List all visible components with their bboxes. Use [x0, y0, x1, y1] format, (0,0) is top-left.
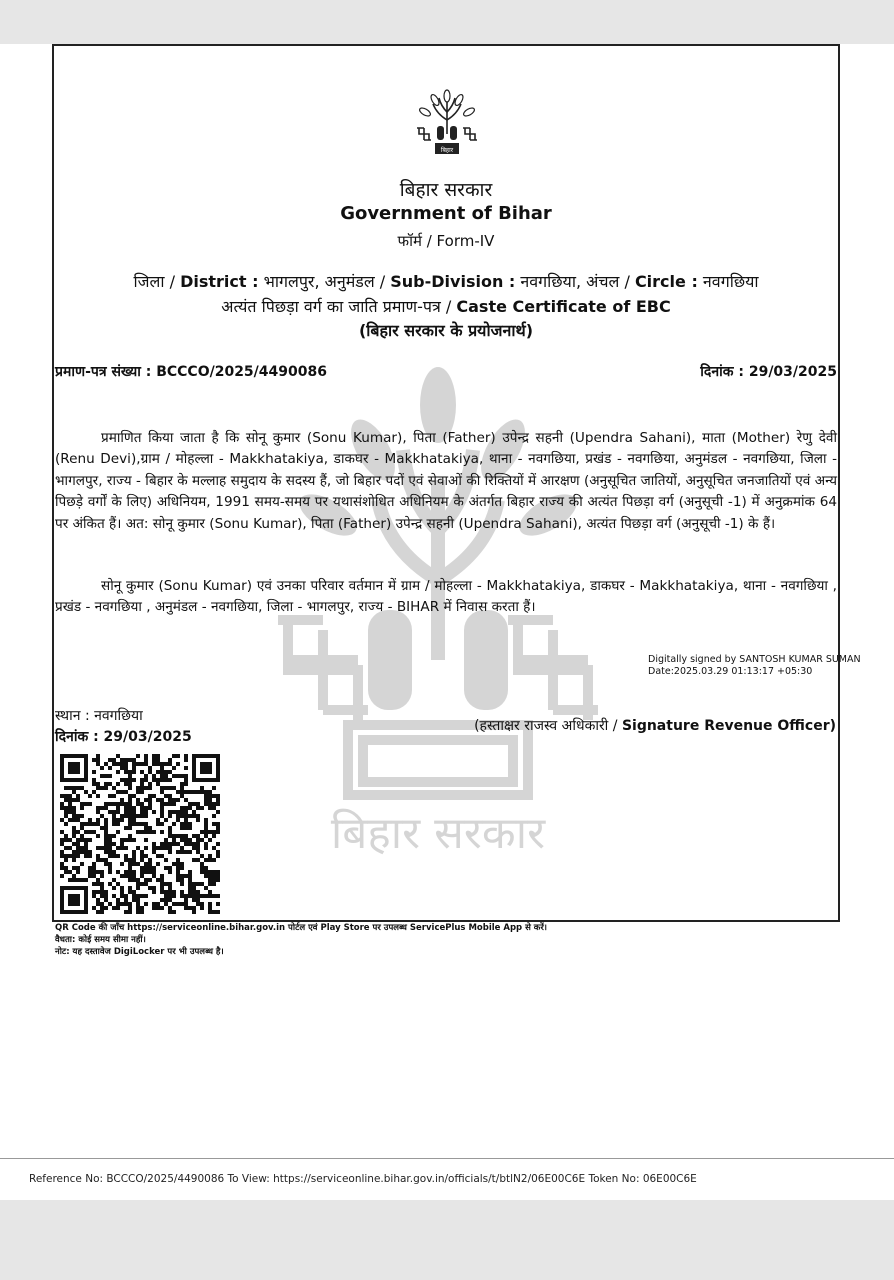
district-label: District : [180, 272, 259, 291]
emblem-text: बिहार [440, 147, 454, 154]
certificate-body-paragraph-2: सोनू कुमार (Sonu Kumar) एवं उनका परिवार वर्तमान में ग्राम / मोहल्ला - Makkhatakiya, डाकघर - Makkhatakiya, थाना - नवगछिया , प्रखंड - नवगछिया , अनुमंडल - नवगछिया, जिला - भागलपुर, राज्य - BIHAR में निवास करता हैं। [55, 578, 837, 616]
digilocker-note: नोट: यह दस्तावेज DigiLocker पर भी उपलब्ध है। [55, 947, 224, 957]
district-prefix: जिला / [133, 272, 181, 291]
certificate-number: प्रमाण-पत्र संख्या : BCCCO/2025/4490086 [55, 364, 327, 380]
place-text: स्थान : नवगछिया [55, 708, 143, 724]
qr-finder-pattern [62, 756, 86, 780]
officer-english: Signature Revenue Officer) [621, 718, 836, 734]
subdivision-label: Sub-Division : [390, 272, 516, 291]
bihar-emblem [415, 88, 479, 156]
place-date-block [55, 706, 192, 748]
signature-date-text: दिनांक : 29/03/2025 [55, 729, 192, 745]
certificate-meta-row [55, 362, 837, 381]
form-number: फॉर्म / Form-IV [397, 232, 495, 250]
jurisdiction-line [52, 270, 840, 292]
title-english: Caste Certificate of EBC [456, 297, 671, 316]
digital-signature-date: Date:2025.03.29 01:13:17 +05:30 [648, 666, 813, 677]
certificate-date: दिनांक : 29/03/2025 [700, 364, 837, 380]
qr-verification-note: QR Code की जाँच https://serviceonline.bihar.gov.in पोर्टल एवं Play Store पर उपलब्ध ServicePlus Mobile App से करें। [55, 923, 548, 933]
footer-divider [0, 1158, 894, 1159]
notes-block [55, 922, 547, 958]
footer-reference: Reference No: BCCCO/2025/4490086 To View: https://serviceonline.bihar.gov.in/officials/t/btlN2/06E00C6E Token No: 06E00C6E [29, 1173, 697, 1185]
certificate-body-paragraph-1: प्रमाणित किया जाता है कि सोनू कुमार (Sonu Kumar), पिता (Father) उपेन्द्र सहनी (Upendra Sahani), माता (Mother) रेणु देवी (Renu Devi),ग्राम / मोहल्ला - Makkhatakiya, डाकघर - Makkhatakiya, थाना - नवगछिया, प्रखंड - नवगछिया, अनुमंडल - नवगछिया, जिला - भागलपुर, राज्य - बिहार के मल्लाह समुदाय के सदस्य हैं, जो बिहार पदों एवं सेवाओं की रिक्तियों में आरक्षण (अनुसूचित जातियों, अनुसूचित जनजातियों एवं अन्य पिछड़े वर्गों के लिए) अधिनियम, 1991 समय-समय पर यथासंशोधित अधिनियम के अंतर्गत बिहार राज्य की अत्यंत पिछड़ा वर्ग (अनुसूची -1) में अनुक्रमांक 64 पर अंकित हैं। अत: सोनू कुमार (Sonu Kumar), पिता (Father) उपेन्द्र सहनी (Upendra Sahani), अत्यंत पिछड़ा वर्ग (अनुसूची -1) के हैं। [55, 430, 837, 532]
subdivision-value: नवगछिया, अंचल / [515, 272, 635, 291]
certificate-title [52, 295, 840, 317]
digital-signature-name: Digitally signed by SANTOSH KUMAR SUMAN [648, 654, 861, 665]
digital-signature-block [648, 654, 861, 678]
header-hindi-government: बिहार सरकार [399, 179, 493, 201]
qr-finder-pattern [194, 756, 218, 780]
district-value: भागलपुर, अनुमंडल / [258, 272, 391, 291]
qr-code[interactable] [60, 754, 220, 914]
header-government-of-bihar: Government of Bihar [340, 203, 552, 224]
watermark-text: बिहार सरकार [330, 808, 546, 859]
qr-finder-pattern [62, 888, 86, 912]
validity-note: वैधता: कोई समय सीमा नहीं। [55, 935, 146, 945]
officer-hindi: (हस्ताक्षर राजस्व अधिकारी / [474, 718, 622, 734]
circle-value: नवगछिया [697, 272, 759, 291]
title-hindi: अत्यंत पिछड़ा वर्ग का जाति प्रमाण-पत्र / [221, 297, 457, 316]
circle-label: Circle : [634, 272, 698, 291]
officer-signature-line [470, 716, 836, 735]
certificate-subtitle: (बिहार सरकार के प्रयोजनार्थ) [358, 321, 534, 340]
